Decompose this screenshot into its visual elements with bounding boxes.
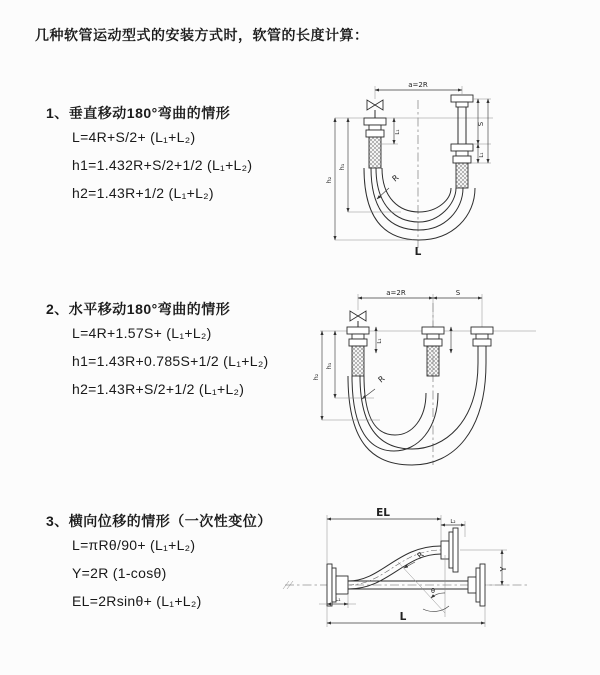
d3-dim-l1-label: L₁ — [335, 597, 341, 603]
dimension-l — [327, 606, 485, 627]
section-1-formula-L: L=4R+S/2+ (L₁+L₂) — [72, 129, 196, 145]
dimension-l1 — [319, 595, 356, 608]
section-3-formula-L: L=πRθ/90+ (L₁+L₂) — [72, 537, 196, 553]
radius-callout — [362, 374, 387, 399]
dimension-h1-h2 — [312, 331, 380, 420]
section-1-formula-h2: h2=1.43R+1/2 (L₁+L₂) — [72, 185, 214, 201]
braided-hose-section — [427, 346, 439, 376]
d3-radius-label: R — [415, 550, 426, 561]
section-2-formula-h1: h1=1.43R+0.785S+1/2 (L₁+L₂) — [72, 353, 269, 369]
valve-icon — [350, 311, 366, 327]
braided-hose-section — [456, 163, 468, 188]
section-2-formula-L: L=4R+1.57S+ (L₁+L₂) — [72, 325, 212, 341]
right-hose-fitting-two-positions — [451, 95, 473, 188]
d1-radius-label: R — [390, 173, 401, 184]
section-1-heading: 1、垂直移动180°弯曲的情形 — [46, 105, 231, 121]
hose-displaced-position — [348, 546, 441, 589]
d1-dim-h2-label: h₂ — [325, 176, 333, 184]
d2-dim-a-label: a=2R — [386, 289, 406, 297]
section-2-heading: 2、水平移动180°弯曲的情形 — [46, 301, 231, 317]
diagram-2-svg — [308, 283, 588, 473]
section-2-formula-h2: h2=1.43R+S/2+1/2 (L₁+L₂) — [72, 381, 245, 397]
moving-end-fitting-position-2 — [471, 327, 493, 363]
d1-length-label: L — [414, 246, 422, 258]
d2-dim-s-label: S — [455, 289, 461, 297]
valve-icon — [367, 100, 383, 118]
d1-dim-h1-label: h₁ — [338, 163, 346, 171]
d3-dim-l-label: L — [399, 611, 407, 623]
section-lateral-displacement — [46, 511, 272, 615]
d2-dim-h1-label: h₁ — [325, 362, 333, 370]
d1-dim-a-label: a=2R — [408, 81, 428, 89]
diagram-lateral-displacement — [277, 505, 587, 640]
left-hose-fitting — [364, 118, 386, 168]
d3-dim-l2-label: L₂ — [450, 519, 456, 525]
d1-dim-s-label: S — [477, 121, 485, 127]
fixed-end-fitting — [347, 327, 369, 376]
d2-dim-l1-label: L₁ — [377, 338, 383, 344]
diagram-horizontal-180-bend — [308, 283, 588, 473]
diagram-1-svg — [315, 72, 585, 262]
moving-end-fitting-position-1 — [422, 327, 444, 376]
d2-radius-label: R — [376, 374, 387, 385]
section-3-heading: 3、横向位移的情形（一次性变位） — [46, 513, 272, 529]
dimension-a2r-and-s — [358, 289, 482, 327]
d3-angle-label: θ — [431, 587, 435, 595]
section-3-formula-Y: Y=2R (1-cosθ) — [72, 565, 167, 581]
d1-dim-l1-label: L₁ — [479, 152, 485, 158]
section-vertical-movement — [46, 103, 252, 207]
angle-theta-construction — [398, 555, 449, 617]
section-3-formula-EL: EL=2Rsinθ+ (L₁+L₂) — [72, 593, 202, 609]
d3-dim-el-label: EL — [376, 507, 390, 519]
section-horizontal-movement — [46, 299, 269, 403]
dimension-a2r — [375, 81, 462, 99]
d3-dim-y-label: Y — [499, 566, 508, 572]
section-1-formula-h1: h1=1.432R+S/2+1/2 (L₁+L₂) — [72, 157, 253, 173]
braided-hose-section — [369, 137, 381, 168]
braided-hose-section — [352, 346, 364, 376]
d1-dim-l1-left-label: L₁ — [395, 129, 401, 135]
centerline — [335, 100, 493, 248]
d2-dim-h2-label: h₂ — [312, 373, 320, 381]
right-flange-displaced-position — [441, 528, 458, 572]
right-flange-straight-position — [468, 564, 485, 606]
dimension-s-stroke — [471, 99, 491, 163]
diagram-3-svg — [277, 505, 587, 640]
page-title: 几种软管运动型式的安装方式时，软管的长度计算： — [35, 27, 369, 43]
diagram-vertical-180-bend — [315, 72, 585, 262]
